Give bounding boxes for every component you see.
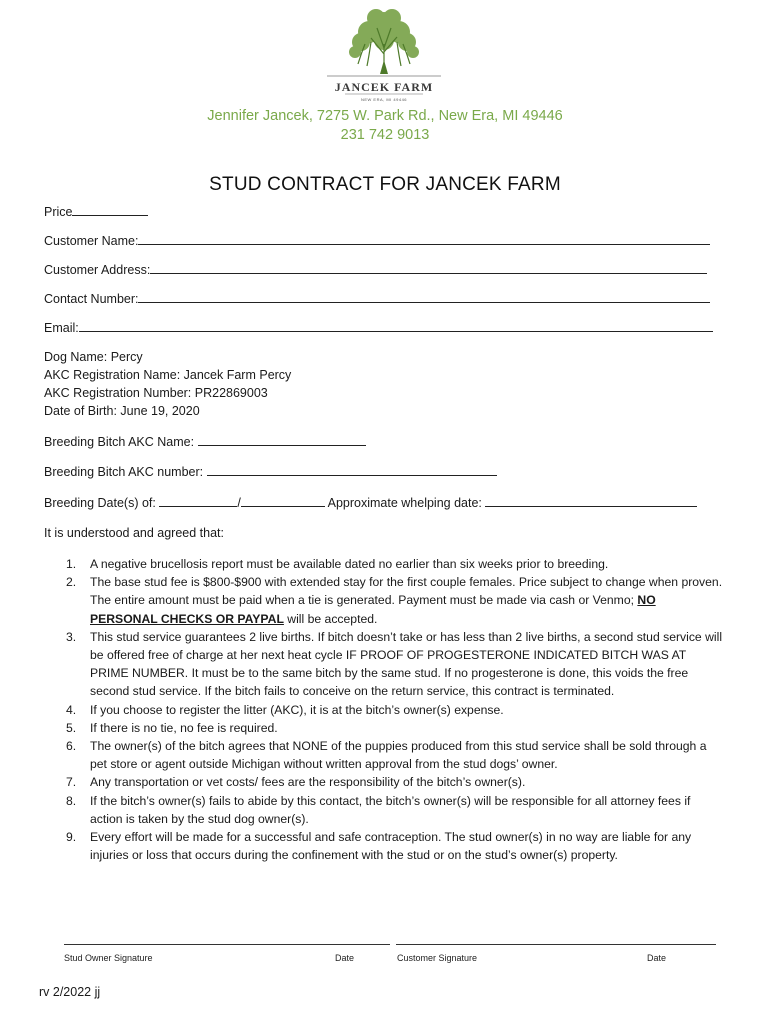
breeding-date-end-blank[interactable] bbox=[241, 495, 325, 507]
whelping-date-blank[interactable] bbox=[485, 495, 697, 507]
logo-location: NEW ERA, MI 49446 bbox=[360, 97, 408, 102]
farm-logo bbox=[325, 4, 443, 106]
contact-number-blank[interactable] bbox=[138, 291, 710, 303]
list-item: 3. This stud service guarantees 2 live births. If bitch doesn’t take or has less than 2 live births, a second stud service will be offered free of charge at her next heat cycle IF PROOF OF PROGESTERONE INDICATED BITCH WAS AT PRIME NUMBER. It must be to the same bitch by the same stud. If no progesterone is done, this voids the free second stud service. If the bitch fails to conceive on the return service, this contract is terminated. bbox=[66, 629, 723, 699]
list-item: 5. If there is no tie, no fee is required. bbox=[66, 720, 278, 735]
agreement-intro: It is understood and agreed that: bbox=[44, 526, 224, 540]
list-item: 1. A negative brucellosis report must be available dated no earlier than six weeks prior to breeding. bbox=[66, 557, 609, 571]
akc-registration-number: AKC Registration Number: PR22869003 bbox=[44, 386, 268, 400]
stud-owner-date-label: Date bbox=[335, 953, 355, 963]
contact-number-field[interactable] bbox=[44, 291, 710, 306]
list-item: 6. The owner(s) of the bitch agrees that NONE of the puppies produced from this stud service shall be sold through a pet store or agent outside Michigan without written approval from the stud dogs’ owner. bbox=[66, 739, 707, 772]
price-label: Price bbox=[44, 205, 73, 219]
customer-name-label: Customer Name: bbox=[44, 234, 139, 248]
breeding-dates-label: Breeding Date(s) of: bbox=[44, 496, 156, 510]
contact-number-label: Contact Number: bbox=[44, 292, 139, 306]
stud-owner-signature-label: Stud Owner Signature bbox=[64, 953, 153, 963]
bitch-name-blank[interactable] bbox=[198, 434, 366, 446]
customer-date-label: Date bbox=[647, 953, 667, 963]
list-item: 2. The base stud fee is $800-$900 with extended stay for the first couple females. Price subject to change when proven. The entire amount must be paid when a tie is generated. Payment must be made via cash or Venmo; NO PERSONAL CHECKS OR PAYPAL will be accepted. bbox=[66, 575, 723, 626]
bitch-number-field[interactable] bbox=[44, 464, 497, 479]
email-label: Email: bbox=[44, 321, 79, 335]
whelping-label: Approximate whelping date: bbox=[327, 496, 482, 510]
bitch-name-label: Breeding Bitch AKC Name: bbox=[44, 435, 195, 449]
customer-name-blank[interactable] bbox=[138, 233, 710, 245]
price-field[interactable] bbox=[44, 204, 148, 219]
customer-address-label: Customer Address: bbox=[44, 263, 151, 277]
list-item: 4. If you choose to register the litter (AKC), it is at the bitch’s owner(s) expense. bbox=[66, 702, 504, 717]
customer-name-field[interactable] bbox=[44, 233, 710, 248]
date-separator: / bbox=[237, 496, 241, 510]
dog-info bbox=[44, 348, 291, 420]
bitch-number-blank[interactable] bbox=[207, 464, 497, 476]
list-item: 7. Any transportation or vet costs/ fees are the responsibility of the bitch’s owner(s). bbox=[66, 775, 526, 790]
header-address: Jennifer Jancek, 7275 W. Park Rd., New Era, MI 49446 bbox=[207, 108, 563, 124]
stud-owner-signature-line[interactable] bbox=[64, 944, 390, 945]
revision-note: rv 2/2022 jj bbox=[39, 985, 101, 999]
list-item: 8. If the bitch’s owner(s) fails to abide by this contact, the bitch’s owner(s) will be responsible for all attorney fees if action is taken by the stud dog owner(s). bbox=[66, 793, 691, 826]
list-item: 9. Every effort will be made for a successful and safe contraception. The stud owner(s) in no way are liable for any injuries or loss that occurs during the confinement with the stud or on the stud’s owner(s) property. bbox=[66, 830, 692, 863]
customer-signature-line[interactable] bbox=[396, 944, 716, 945]
price-blank[interactable] bbox=[72, 204, 148, 216]
page-title: STUD CONTRACT FOR JANCEK FARM bbox=[209, 174, 561, 195]
bitch-number-label: Breeding Bitch AKC number: bbox=[44, 465, 204, 479]
header-phone: 231 742 9013 bbox=[340, 127, 430, 143]
akc-registration-name: AKC Registration Name: Jancek Farm Percy bbox=[44, 368, 292, 382]
bitch-name-field[interactable] bbox=[44, 434, 366, 449]
logo-farm-name: JANCEK FARM bbox=[334, 80, 434, 94]
no-checks-emphasis: NO PERSONAL CHECKS OR PAYPAL bbox=[90, 593, 656, 626]
email-blank[interactable] bbox=[79, 320, 713, 332]
dog-name: Dog Name: Percy bbox=[44, 350, 143, 364]
date-of-birth: Date of Birth: June 19, 2020 bbox=[44, 404, 200, 418]
email-field[interactable] bbox=[44, 320, 713, 335]
customer-address-blank[interactable] bbox=[150, 262, 707, 274]
customer-signature-label: Customer Signature bbox=[397, 953, 478, 963]
customer-address-field[interactable] bbox=[44, 262, 707, 277]
terms-list bbox=[44, 555, 724, 864]
breeding-date-start-blank[interactable] bbox=[159, 495, 237, 507]
breeding-dates-field[interactable] bbox=[44, 495, 697, 510]
